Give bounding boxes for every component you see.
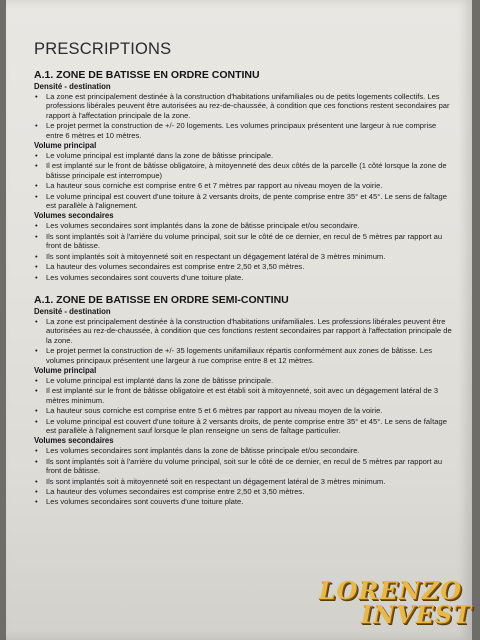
list-item: • Les volumes secondaires sont couverts d'une toiture plate. — [32, 273, 452, 282]
bullet-list — [32, 376, 452, 435]
document-page — [6, 0, 472, 640]
subsection-label: Volume principal — [34, 365, 97, 375]
subsection-label: Densité - destination — [34, 306, 111, 316]
bullet-list — [32, 221, 452, 281]
list-item: • La hauteur sous corniche est comprise entre 6 et 7 mètres par rapport au niveau moyen de la voirie. — [32, 181, 452, 190]
section-ordre-semi-continu — [32, 294, 452, 507]
list-item: • Les volumes secondaires sont couverts d'une toiture plate. — [32, 497, 452, 506]
subsection-label: Volume principal — [34, 141, 97, 151]
bullet-list — [32, 151, 452, 210]
list-item: • La hauteur des volumes secondaires est comprise entre 2,50 et 3,50 mètres. — [32, 487, 452, 496]
lorenzo-invest-watermark — [292, 576, 472, 632]
list-item: • Le projet permet la construction de +/- 20 logements. Les volumes principaux présentent une largeur à rue comprise entre 6 mètres et 10 mètres. — [32, 121, 452, 140]
subsection-label: Densité - destination — [34, 82, 111, 91]
bullet-list — [32, 317, 452, 365]
list-item: • Ils sont implantés soit à l'arrière du volume principal, soit sur le côté de ce dernier, en recul de 5 mètres par rapport au front de bâtisse. — [32, 232, 452, 251]
list-item: • Les volumes secondaires sont implantés dans la zone de bâtisse principale et/ou secondaire. — [32, 446, 452, 455]
section-heading: A.1. ZONE DE BATISSE EN ORDRE SEMI-CONTINU — [34, 293, 289, 306]
list-item: • Il est implanté sur le front de bâtisse obligatoire et est établi soit à mitoyenneté, soit avec un dégagement latéral de 3 mètres minimum. — [32, 386, 452, 405]
list-item: • Le volume principal est couvert d'une toiture à 2 versants droits, de pente comprise entre 35° et 45°. Le sens de faîtage est parallèle à l'alignement. — [32, 192, 452, 211]
list-item: • Les volumes secondaires sont implantés dans la zone de bâtisse principale et/ou secondaire. — [32, 221, 452, 230]
list-item: • Le volume principal est implanté dans la zone de bâtisse principale. — [32, 376, 452, 385]
list-item: • Il est implanté sur le front de bâtisse obligatoire, à mitoyenneté des deux côtés de la parcelle (1 côté lorsque la zone de bâtisse principale est interrompue) — [32, 161, 452, 180]
subsection-label: Volumes secondaires — [34, 211, 114, 221]
page-title: PRESCRIPTIONS — [34, 40, 172, 58]
subsection-label: Volumes secondaires — [34, 436, 114, 446]
list-item: • Ils sont implantés soit à mitoyenneté soit en respectant un dégagement latéral de 3 mètres minimum. — [32, 252, 452, 261]
list-item: • La zone est principalement destinée à la construction d'habitations unifamiliales. Les professions libérales peuvent être autorisées au rez-de-chaussée, à condition que ces fonctions restent secondaires par rapport à l'affectation principale de la zone. — [32, 317, 452, 345]
section-ordre-continu — [32, 69, 452, 282]
watermark-line1: LORENZO — [318, 576, 462, 605]
bullet-list — [32, 446, 452, 506]
bullet-list — [32, 92, 452, 140]
list-item: • Le volume principal est implanté dans la zone de bâtisse principale. — [32, 151, 452, 160]
section-heading: A.1. ZONE DE BATISSE EN ORDRE CONTINU — [34, 69, 260, 81]
watermark-line2: INVEST — [360, 600, 472, 629]
list-item: • La hauteur sous corniche est comprise entre 5 et 6 mètres par rapport au niveau moyen de la voirie. — [32, 406, 452, 415]
list-item: • Le projet permet la construction de +/- 35 logements unifamiliaux répartis conformément aux zones de bâtisse. Les volumes principaux présentent une largeur à rue comprise entre 8 et 12 mètres. — [32, 346, 452, 365]
list-item: • Ils sont implantés soit à mitoyenneté soit en respectant un dégagement latéral de 3 mètres minimum. — [32, 477, 452, 486]
list-item: • La zone est principalement destinée à la construction d'habitations unifamiliales ou de petits logements collectifs. Les professions libérales peuvent être autorisées au rez-de-chaussée, à condition que ces fonctions restent secondaires par rapport à l'affectation principale de la zone. — [32, 92, 452, 120]
list-item: • Le volume principal est couvert d'une toiture à 2 versants droits, de pente comprise entre 35° et 45°. Le sens de faîtage est parallèle à l'alignement sauf lorsque le plan renseigne un sens de faîtage particulier. — [32, 417, 452, 436]
list-item: • La hauteur des volumes secondaires est comprise entre 2,50 et 3,50 mètres. — [32, 262, 452, 271]
list-item: • Ils sont implantés soit à l'arrière du volume principal, soit sur le côté de ce dernier, en recul de 5 mètres par rapport au front de bâtisse. — [32, 457, 452, 476]
document-content — [32, 40, 452, 508]
